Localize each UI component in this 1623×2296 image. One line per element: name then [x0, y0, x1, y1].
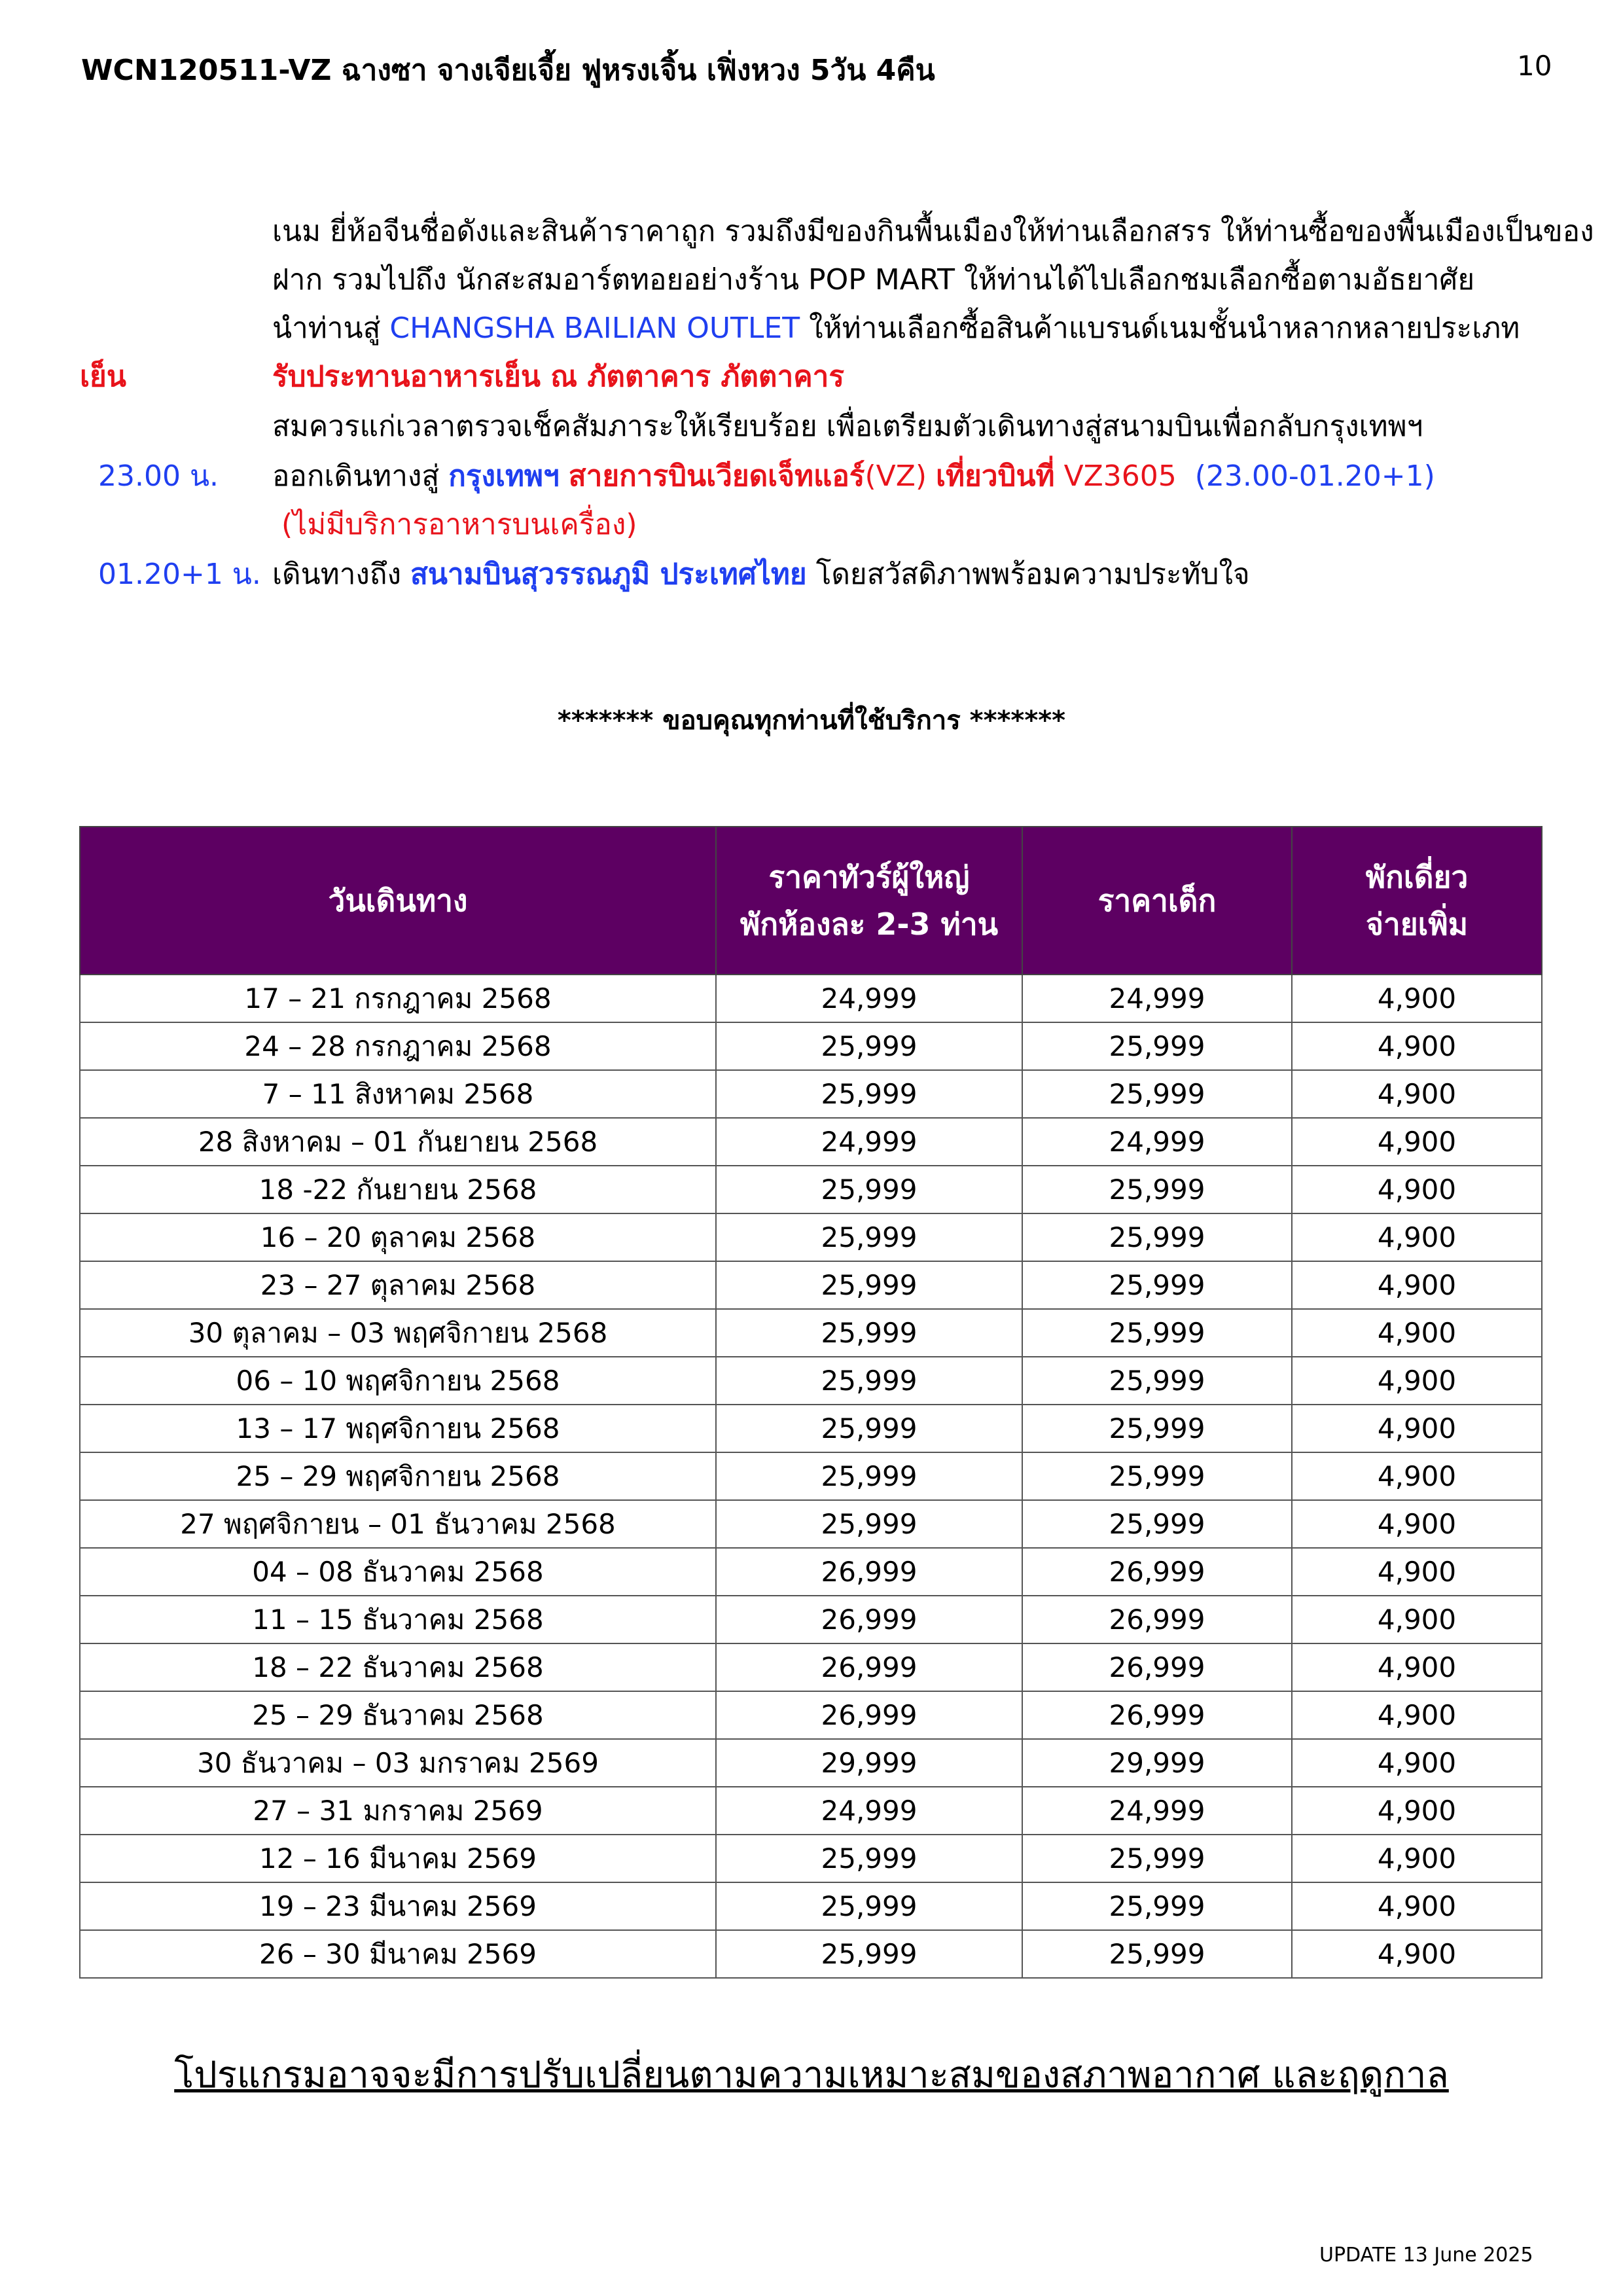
single-supplement-cell: 4,900 [1292, 1309, 1542, 1357]
table-row [80, 975, 1542, 1022]
single-supplement-cell: 4,900 [1292, 1357, 1542, 1405]
table-row [80, 1691, 1542, 1739]
table-row [80, 1548, 1542, 1596]
arrive-prefix: เดินทางถึง [272, 558, 410, 591]
table-row [80, 1596, 1542, 1643]
single-supplement-cell: 4,900 [1292, 1548, 1542, 1596]
adult-price-cell: 26,999 [716, 1596, 1022, 1643]
price-table-body [80, 975, 1542, 1978]
child-price-cell: 25,999 [1022, 1309, 1292, 1357]
adult-price-cell: 25,999 [716, 1357, 1022, 1405]
no-meal-note: (ไม่มีบริการอาหารบนเครื่อง) [281, 508, 637, 541]
single-supplement-cell: 4,900 [1292, 1882, 1542, 1930]
single-supplement-cell: 4,900 [1292, 1166, 1542, 1213]
single-supplement-cell: 4,900 [1292, 1739, 1542, 1787]
table-row [80, 1213, 1542, 1261]
child-price-cell: 26,999 [1022, 1691, 1292, 1739]
depart-time: 23.00 น. [98, 459, 219, 493]
page-number: 10 [1517, 50, 1552, 82]
child-price-cell: 24,999 [1022, 975, 1292, 1022]
arrive-line [272, 551, 1250, 597]
travel-date-cell: 7 – 11 สิงหาคม 2568 [80, 1070, 716, 1118]
table-row [80, 1070, 1542, 1118]
child-price-cell: 25,999 [1022, 1882, 1292, 1930]
depart-airline: สายการบินเวียดเจ็ทแอร์ [568, 459, 865, 493]
travel-date-cell: 18 – 22 ธันวาคม 2568 [80, 1643, 716, 1691]
single-supplement-cell: 4,900 [1292, 1452, 1542, 1500]
single-supplement-cell: 4,900 [1292, 1213, 1542, 1261]
depart-line [272, 453, 1435, 499]
travel-date-cell: 30 ตุลาคม – 03 พฤศจิกายน 2568 [80, 1309, 716, 1357]
child-price-cell: 25,999 [1022, 1405, 1292, 1452]
single-supplement-cell: 4,900 [1292, 1643, 1542, 1691]
adult-price-cell: 25,999 [716, 1309, 1022, 1357]
dinner-text: รับประทานอาหารเย็น ณ ภัตตาคาร ภัตตาคาร [272, 360, 844, 393]
child-price-cell: 29,999 [1022, 1739, 1292, 1787]
travel-date-cell: 16 – 20 ตุลาคม 2568 [80, 1213, 716, 1261]
single-supplement-cell: 4,900 [1292, 1118, 1542, 1166]
adult-price-cell: 25,999 [716, 1261, 1022, 1309]
child-price-cell: 24,999 [1022, 1787, 1292, 1835]
child-price-cell: 25,999 [1022, 1070, 1292, 1118]
depart-airline-code: (VZ) [865, 459, 927, 493]
single-supplement-cell: 4,900 [1292, 1596, 1542, 1643]
depart-flight-number: VZ3605 [1063, 459, 1177, 493]
single-supplement-cell: 4,900 [1292, 1930, 1542, 1978]
table-row [80, 1643, 1542, 1691]
child-price-cell: 25,999 [1022, 1357, 1292, 1405]
dinner-label: เย็น [80, 360, 126, 393]
arrive-place: สนามบินสุวรรณภูมิ ประเทศไทย [410, 558, 807, 591]
adult-price-cell: 25,999 [716, 1835, 1022, 1882]
table-row [80, 1500, 1542, 1548]
header-single-line-1: พักเดี่ยว [1365, 859, 1469, 895]
travel-date-cell: 06 – 10 พฤศจิกายน 2568 [80, 1357, 716, 1405]
child-price-cell: 25,999 [1022, 1022, 1292, 1070]
table-row [80, 1787, 1542, 1835]
adult-price-cell: 25,999 [716, 1070, 1022, 1118]
itinerary-line-3 [272, 305, 1520, 351]
travel-date-cell: 18 -22 กันยายน 2568 [80, 1166, 716, 1213]
table-row [80, 1022, 1542, 1070]
document-title: WCN120511-VZ ฉางซา จางเจียเจี้ย ฟูหรงเจิ้น เฟิ่งหวง 5วัน 4คืน [81, 54, 935, 87]
single-supplement-cell: 4,900 [1292, 1835, 1542, 1882]
child-price-cell: 25,999 [1022, 1835, 1292, 1882]
adult-price-cell: 24,999 [716, 975, 1022, 1022]
adult-price-cell: 29,999 [716, 1739, 1022, 1787]
outlet-description: ให้ท่านเลือกซื้อสินค้าแบรนด์เนมชั้นนำหลากหลายประเภท [800, 312, 1520, 345]
travel-date-cell: 30 ธันวาคม – 03 มกราคม 2569 [80, 1739, 716, 1787]
child-price-cell: 25,999 [1022, 1166, 1292, 1213]
adult-price-cell: 25,999 [716, 1022, 1022, 1070]
child-price-cell: 25,999 [1022, 1213, 1292, 1261]
adult-price-cell: 26,999 [716, 1548, 1022, 1596]
child-price-cell: 26,999 [1022, 1548, 1292, 1596]
travel-date-cell: 11 – 15 ธันวาคม 2568 [80, 1596, 716, 1643]
price-table-header [80, 827, 1542, 975]
adult-price-cell: 24,999 [716, 1118, 1022, 1166]
thank-you-line: ******* ขอบคุณทุกท่านที่ใช้บริการ ******* [557, 706, 1066, 736]
travel-date-cell: 12 – 16 มีนาคม 2569 [80, 1835, 716, 1882]
child-price-cell: 25,999 [1022, 1930, 1292, 1978]
single-supplement-cell: 4,900 [1292, 1070, 1542, 1118]
arrive-suffix: โดยสวัสดิภาพพร้อมความประทับใจ [806, 558, 1250, 591]
travel-date-cell: 25 – 29 พฤศจิกายน 2568 [80, 1452, 716, 1500]
itinerary-line-1: เนม ยี่ห้อจีนชื่อดังและสินค้าราคาถูก รวมถึงมีของกินพื้นเมืองให้ท่านเลือกสรร ให้ท่านซื้อของพื้นเมืองเป็นของ [272, 215, 1594, 248]
depart-flight-label: เที่ยวบินที่ [936, 459, 1055, 493]
child-price-cell: 24,999 [1022, 1118, 1292, 1166]
update-date: UPDATE 13 June 2025 [1319, 2244, 1533, 2267]
table-row [80, 1739, 1542, 1787]
single-supplement-cell: 4,900 [1292, 1691, 1542, 1739]
travel-date-cell: 28 สิงหาคม – 01 กันยายน 2568 [80, 1118, 716, 1166]
header-travel-date: วันเดินทาง [80, 827, 716, 975]
travel-date-cell: 19 – 23 มีนาคม 2569 [80, 1882, 716, 1930]
travel-date-cell: 17 – 21 กรกฎาคม 2568 [80, 975, 716, 1022]
adult-price-cell: 25,999 [716, 1930, 1022, 1978]
travel-date-cell: 24 – 28 กรกฎาคม 2568 [80, 1022, 716, 1070]
adult-price-cell: 25,999 [716, 1405, 1022, 1452]
travel-date-cell: 27 พฤศจิกายน – 01 ธันวาคม 2568 [80, 1500, 716, 1548]
table-row [80, 1882, 1542, 1930]
program-change-notice: โปรแกรมอาจจะมีการปรับเปลี่ยนตามความเหมาะสมของสภาพอากาศ และฤดูกาล [174, 2054, 1449, 2096]
adult-price-cell: 25,999 [716, 1213, 1022, 1261]
travel-date-cell: 23 – 27 ตุลาคม 2568 [80, 1261, 716, 1309]
adult-price-cell: 24,999 [716, 1787, 1022, 1835]
price-table [79, 826, 1543, 1979]
single-supplement-cell: 4,900 [1292, 1787, 1542, 1835]
adult-price-cell: 25,999 [716, 1500, 1022, 1548]
adult-price-cell: 25,999 [716, 1166, 1022, 1213]
table-row [80, 1930, 1542, 1978]
depart-city: กรุงเทพฯ [448, 459, 560, 493]
header-child-price: ราคาเด็ก [1022, 827, 1292, 975]
travel-date-cell: 25 – 29 ธันวาคม 2568 [80, 1691, 716, 1739]
single-supplement-cell: 4,900 [1292, 975, 1542, 1022]
table-row [80, 1357, 1542, 1405]
child-price-cell: 25,999 [1022, 1261, 1292, 1309]
child-price-cell: 25,999 [1022, 1452, 1292, 1500]
single-supplement-cell: 4,900 [1292, 1405, 1542, 1452]
outlet-name: CHANGSHA BAILIAN OUTLET [389, 312, 800, 345]
header-adult-price [716, 827, 1022, 975]
header-single-supplement [1292, 827, 1542, 975]
header-adult-line-1: ราคาทัวร์ผู้ใหญ่ [768, 859, 970, 895]
arrive-time: 01.20+1 น. [98, 558, 261, 591]
adult-price-cell: 26,999 [716, 1643, 1022, 1691]
adult-price-cell: 25,999 [716, 1882, 1022, 1930]
adult-price-cell: 25,999 [716, 1452, 1022, 1500]
header-adult-line-2: พักห้องละ 2-3 ท่าน [740, 906, 999, 942]
travel-date-cell: 04 – 08 ธันวาคม 2568 [80, 1548, 716, 1596]
check-luggage-text: สมควรแก่เวลาตรวจเช็คสัมภาระให้เรียบร้อย เพื่อเตรียมตัวเดินทางสู่สนามบินเพื่อกลับกรุงเทพฯ [272, 410, 1423, 443]
child-price-cell: 26,999 [1022, 1596, 1292, 1643]
table-row [80, 1309, 1542, 1357]
depart-prefix: ออกเดินทางสู่ [272, 459, 449, 493]
single-supplement-cell: 4,900 [1292, 1500, 1542, 1548]
itinerary-line-2: ฝาก รวมไปถึง นักสะสมอาร์ตทอยอย่างร้าน POP MART ให้ท่านได้ไปเลือกชมเลือกซื้อตามอัธยาศัย [272, 263, 1475, 296]
single-supplement-cell: 4,900 [1292, 1261, 1542, 1309]
adult-price-cell: 26,999 [716, 1691, 1022, 1739]
travel-date-cell: 26 – 30 มีนาคม 2569 [80, 1930, 716, 1978]
depart-flight-time: (23.00-01.20+1) [1194, 459, 1435, 493]
header-single-line-2: จ่ายเพิ่ม [1365, 906, 1469, 942]
child-price-cell: 25,999 [1022, 1500, 1292, 1548]
table-row [80, 1261, 1542, 1309]
table-row [80, 1166, 1542, 1213]
single-supplement-cell: 4,900 [1292, 1022, 1542, 1070]
child-price-cell: 26,999 [1022, 1643, 1292, 1691]
table-row [80, 1118, 1542, 1166]
table-row [80, 1835, 1542, 1882]
travel-date-cell: 27 – 31 มกราคม 2569 [80, 1787, 716, 1835]
outlet-intro: นำท่านสู่ [272, 312, 390, 345]
table-row [80, 1405, 1542, 1452]
table-row [80, 1452, 1542, 1500]
travel-date-cell: 13 – 17 พฤศจิกายน 2568 [80, 1405, 716, 1452]
